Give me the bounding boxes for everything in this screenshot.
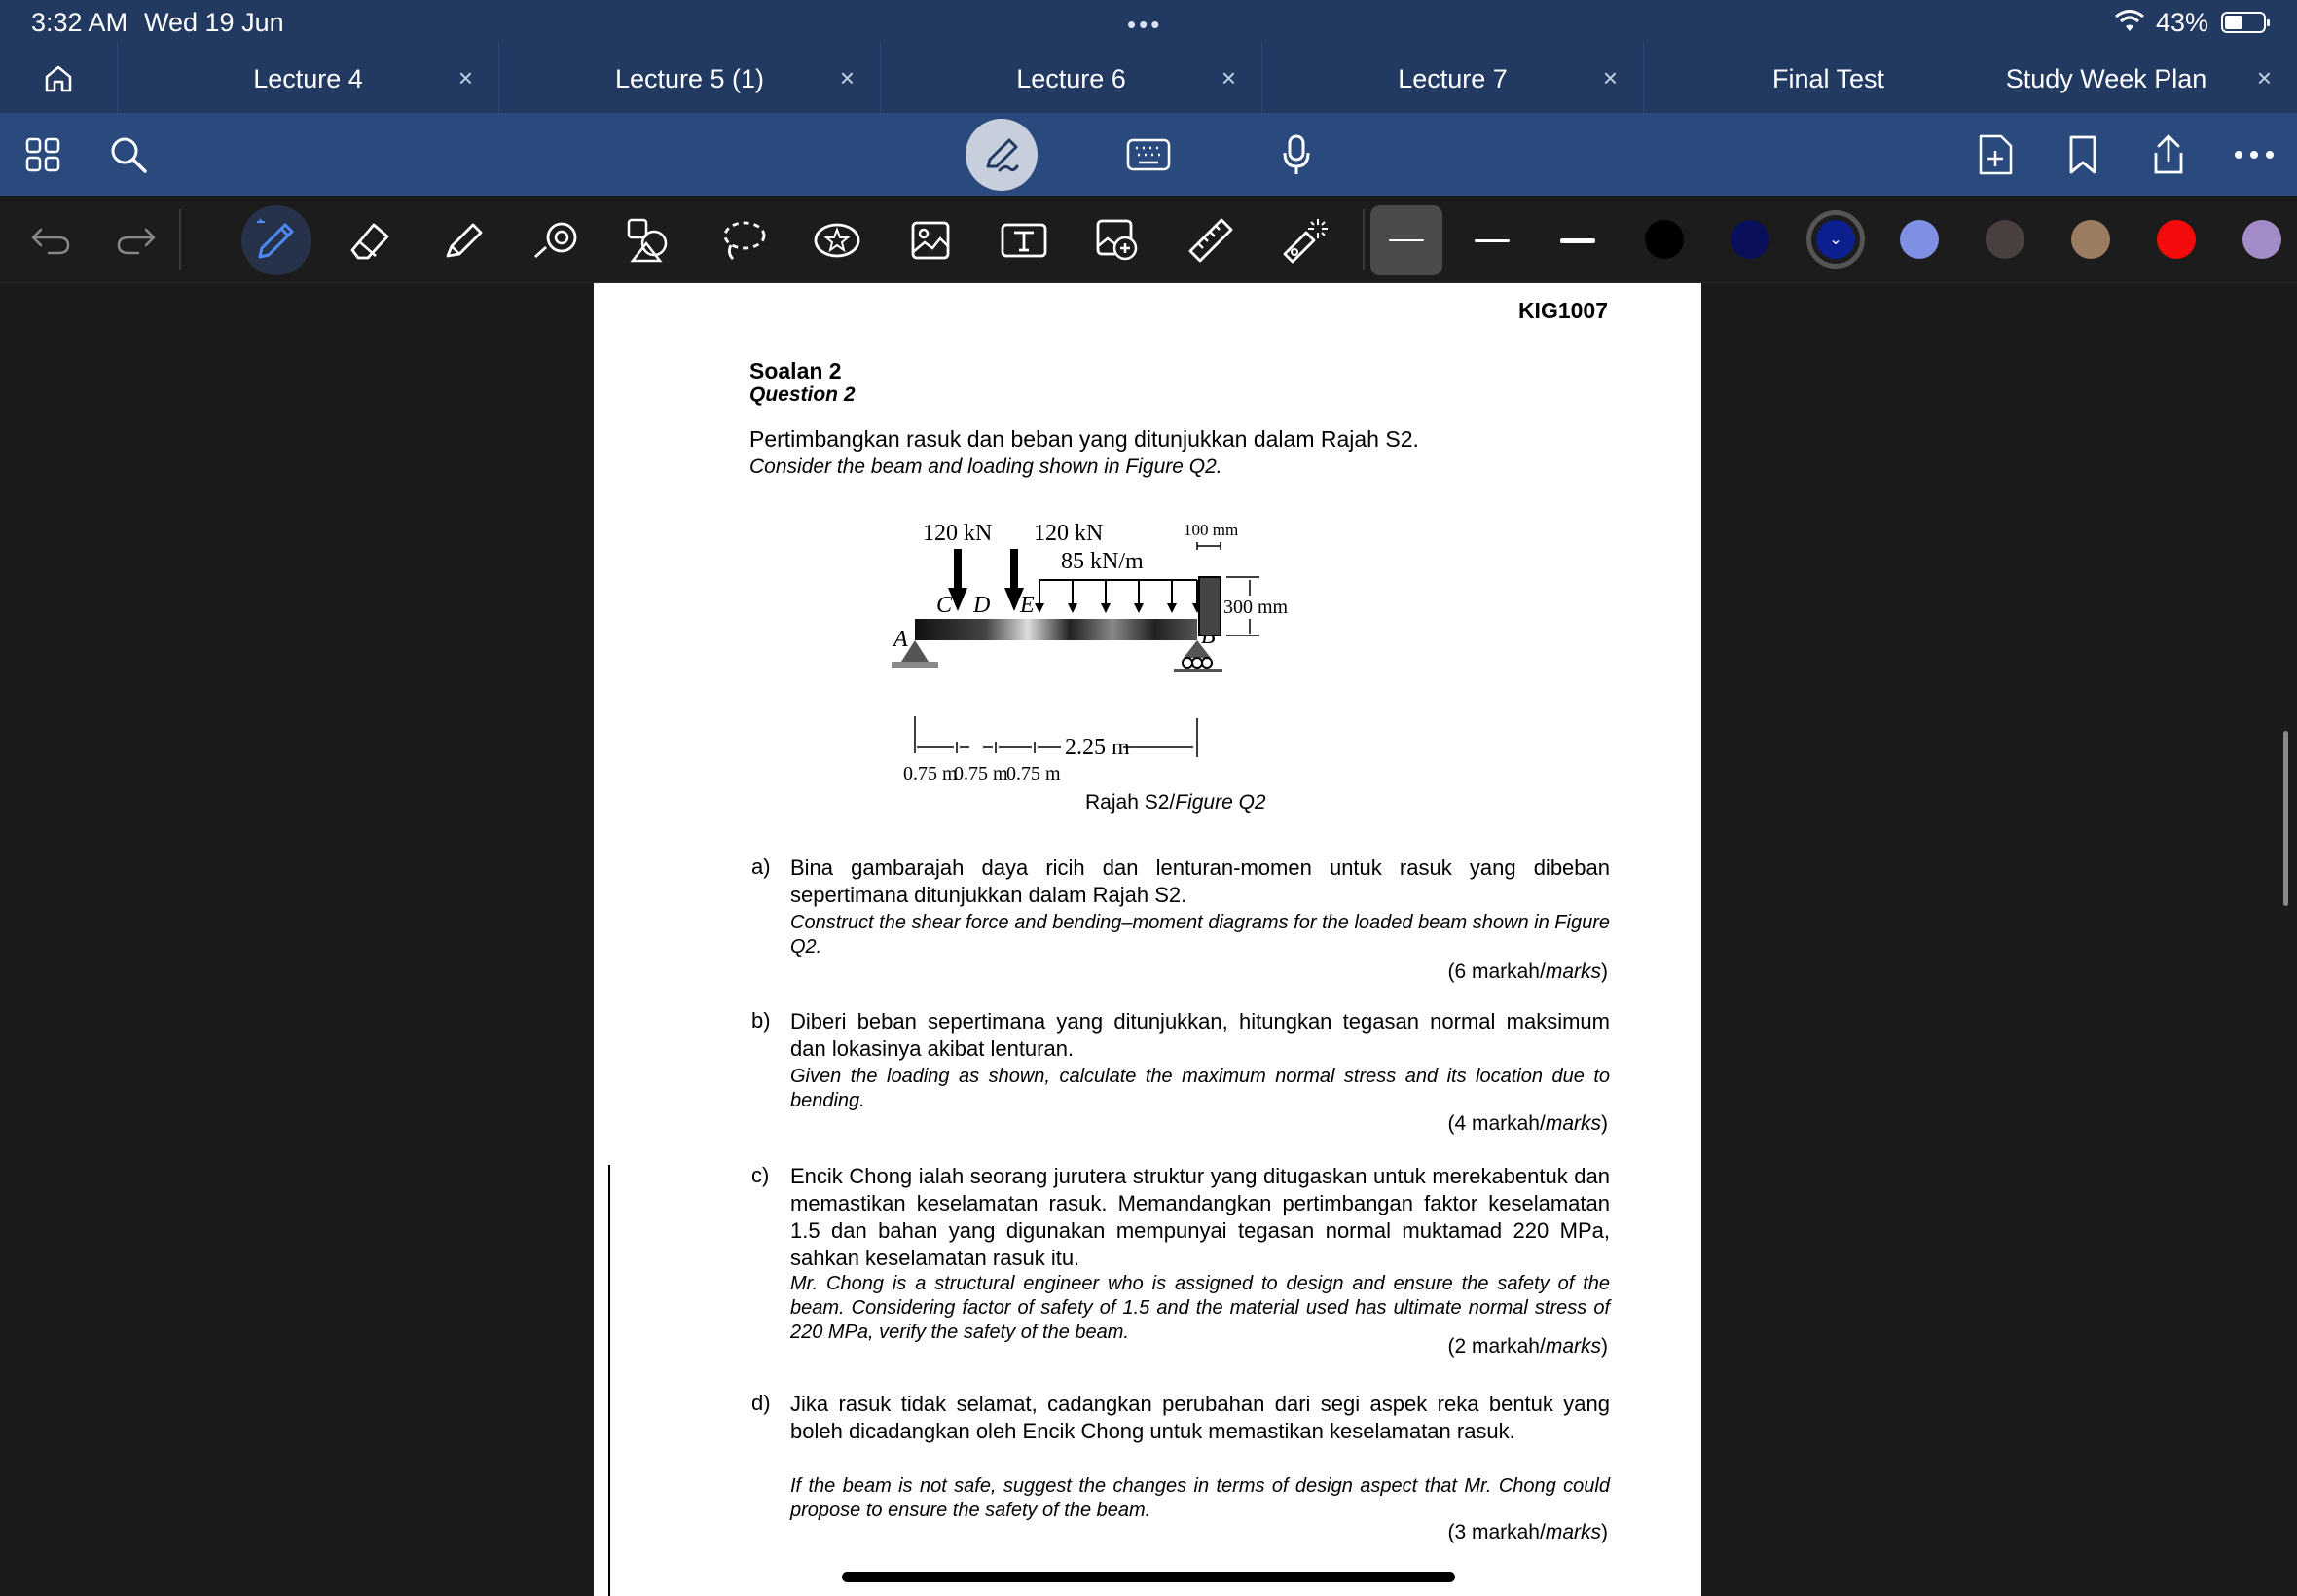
- wifi-icon: [2114, 10, 2145, 40]
- dim-label-4: 2.25 m: [1065, 735, 1130, 760]
- home-indicator[interactable]: [842, 1572, 1455, 1582]
- part-label: b): [751, 1008, 771, 1033]
- battery-icon: [2221, 12, 2266, 33]
- home-button[interactable]: [0, 44, 117, 114]
- part-text-ms: Bina gambarajah daya ricih dan lenturan-momen untuk rasuk yang dibeban sepertimana ditunjukkan dalam Rajah S2.: [790, 855, 1610, 907]
- marks-ms: (6 markah/: [1447, 961, 1546, 983]
- color-swatch-black[interactable]: [1645, 220, 1684, 259]
- marks-end: ): [1601, 1521, 1608, 1543]
- load-label-2: 120 kN: [1034, 521, 1104, 546]
- tab-label: Lecture 5 (1): [614, 63, 765, 93]
- microphone-icon[interactable]: [1271, 129, 1322, 180]
- tab-label: Study Week Plan: [2005, 63, 2207, 93]
- close-icon[interactable]: ×: [457, 63, 473, 92]
- undo-icon[interactable]: [23, 213, 78, 268]
- highlighter-icon[interactable]: [436, 213, 491, 268]
- dim-label-3: 0.75 m: [1006, 763, 1061, 784]
- tab-lecture-5[interactable]: [498, 44, 880, 114]
- part-marks: [1447, 1112, 1608, 1136]
- ruler-icon[interactable]: [1184, 213, 1238, 268]
- part-text-ms: Jika rasuk tidak selamat, cadangkan perubahan dari segi aspek reka bentuk yang boleh dicadangkan oleh Encik Chong untuk memastikan keselamatan rasuk.: [790, 1392, 1610, 1443]
- cross-section: [1199, 577, 1221, 635]
- color-swatch-navy[interactable]: [1731, 220, 1769, 259]
- close-icon[interactable]: ×: [1221, 63, 1236, 92]
- tab-label: Lecture 4: [253, 63, 363, 93]
- part-text-en: Mr. Chong is a structural engineer who is assigned to design and ensure the safety of the beam. Considering factor of safety of 1.5 and the material used has ultimate normal stress of 220 MPa, verify the safety of the beam.: [790, 1273, 1610, 1343]
- part-label: c): [751, 1163, 770, 1187]
- part-text-en: Given the loading as shown, calculate the maximum normal stress and its location due to bending.: [790, 1066, 1610, 1111]
- point-a-label: A: [893, 627, 908, 652]
- part-text-ms: Diberi beban sepertimana yang ditunjukkan, hitungkan tegasan normal maksimum dan lokasinya akibat lenturan.: [790, 1009, 1610, 1061]
- marks-ms: (4 markah/: [1447, 1112, 1546, 1135]
- stroke-medium-button[interactable]: [1456, 205, 1528, 275]
- marks-end: ): [1601, 961, 1608, 983]
- caption-ms: Rajah S2/: [1085, 791, 1176, 814]
- part-label: d): [751, 1391, 771, 1415]
- marks-en: marks: [1545, 1335, 1601, 1358]
- laser-pointer-icon[interactable]: [1277, 213, 1331, 268]
- multitasking-dots[interactable]: •••: [1127, 10, 1163, 39]
- part-text-ms: Encik Chong ialah seorang jurutera struktur yang ditugaskan untuk merekabentuk dan memastikan keselamatan rasuk. Memandangkan pertimbangan faktor keselamatan 1.5 dan bahan yang digunakan mempunyai tegasan normal muktamad 220 MPa, sahkan keselamatan rasuk itu.: [790, 1164, 1610, 1270]
- stroke-thick-button[interactable]: [1542, 205, 1614, 275]
- figure-caption: [1085, 791, 1266, 815]
- tab-study-week-plan[interactable]: [1915, 44, 2297, 114]
- toolbar-divider: [179, 209, 181, 270]
- beam: [915, 619, 1197, 640]
- grid-view-icon[interactable]: [18, 129, 68, 180]
- keyboard-icon[interactable]: [1123, 129, 1174, 180]
- scrollbar[interactable]: [2283, 731, 2288, 906]
- pen-tool-icon[interactable]: [249, 213, 304, 268]
- marks-en: marks: [1545, 961, 1601, 983]
- part-text-en: Construct the shear force and bending–moment diagrams for the loaded beam shown in Figure Q2.: [790, 912, 1610, 958]
- udl-arrows: [1039, 580, 1197, 607]
- marks-ms: (2 markah/: [1447, 1335, 1546, 1358]
- section-height-label: 300 mm: [1223, 597, 1289, 618]
- marks-en: marks: [1545, 1112, 1601, 1135]
- share-icon[interactable]: [2143, 129, 2194, 180]
- caption-en: Figure Q2: [1175, 791, 1266, 814]
- marks-ms: (3 markah/: [1447, 1521, 1546, 1543]
- udl-label: 85 kN/m: [1061, 549, 1144, 574]
- color-swatch-periwinkle[interactable]: [1900, 220, 1939, 259]
- course-code: KIG1007: [1517, 298, 1608, 323]
- close-icon[interactable]: ×: [839, 63, 855, 92]
- tab-lecture-4[interactable]: [117, 44, 498, 114]
- shape-tool-icon[interactable]: [623, 213, 677, 268]
- point-load-arrow-c: [954, 549, 962, 590]
- pdf-page[interactable]: [594, 283, 1701, 1596]
- color-swatch-tan[interactable]: [2071, 220, 2110, 259]
- status-date: Wed 19 Jun: [144, 8, 284, 37]
- marks-end: ): [1601, 1112, 1608, 1135]
- point-d-label: D: [973, 593, 991, 618]
- marks-en: marks: [1545, 1521, 1601, 1543]
- point-load-arrow-d: [1010, 549, 1018, 590]
- load-label-1: 120 kN: [923, 521, 993, 546]
- home-icon: [42, 62, 75, 95]
- part-label: a): [751, 854, 771, 879]
- beam-figure: [886, 502, 1489, 814]
- pencil-mode-button[interactable]: [966, 119, 1038, 191]
- bookmark-icon[interactable]: [2058, 129, 2108, 180]
- chevron-down-icon: ⌄: [1816, 220, 1855, 259]
- intro-en: Consider the beam and loading shown in Figure Q2.: [749, 455, 1222, 478]
- battery-percent: 43%: [2156, 8, 2209, 37]
- section-width-label: 100 mm: [1184, 521, 1239, 539]
- point-c-label: C: [936, 593, 953, 618]
- eraser-icon[interactable]: [343, 213, 397, 268]
- part-text-en: If the beam is not safe, suggest the changes in terms of design aspect that Mr. Chong could propose to ensure the safety of the beam.: [790, 1475, 1610, 1521]
- status-bar: [0, 0, 2297, 44]
- margin-line: [608, 1165, 610, 1596]
- pencil-icon: [980, 133, 1023, 176]
- tab-label: Final Test: [1771, 63, 1885, 93]
- part-marks: [1447, 1521, 1608, 1544]
- question-part-d: [751, 1391, 1610, 1543]
- add-page-icon[interactable]: [1970, 129, 2021, 180]
- more-options-icon[interactable]: [2229, 129, 2279, 180]
- tab-label: Lecture 7: [1398, 63, 1508, 93]
- color-swatch-lavender[interactable]: [2242, 220, 2281, 259]
- point-e-label: E: [1020, 593, 1035, 618]
- tab-lecture-6[interactable]: [880, 44, 1261, 114]
- color-swatch-dark-brown[interactable]: [1986, 220, 2024, 259]
- color-swatch-red[interactable]: [2157, 220, 2196, 259]
- intro-ms: Pertimbangkan rasuk dan beban yang ditunjukkan dalam Rajah S2.: [749, 426, 1419, 452]
- document-tab-bar: [0, 44, 2297, 114]
- close-icon[interactable]: ×: [2256, 63, 2272, 92]
- dim-label-1: 0.75 m: [903, 763, 958, 784]
- image-capture-icon[interactable]: [1090, 213, 1145, 268]
- search-icon[interactable]: [103, 129, 154, 180]
- question-part-b: [751, 1008, 1610, 1135]
- question-heading-en: Question 2: [749, 383, 856, 406]
- tab-lecture-7[interactable]: [1261, 44, 1643, 114]
- image-icon[interactable]: [903, 213, 958, 268]
- tab-label: Lecture 6: [1016, 63, 1126, 93]
- marks-end: ): [1601, 1335, 1608, 1358]
- color-swatch-blue-selected[interactable]: [1806, 210, 1865, 269]
- lasso-icon[interactable]: [716, 213, 771, 268]
- redo-icon[interactable]: [109, 213, 164, 268]
- dim-label-2: 0.75 m: [954, 763, 1008, 784]
- part-marks: [1447, 961, 1608, 984]
- top-toolbar: [0, 114, 2297, 196]
- stroke-thin-button[interactable]: [1370, 205, 1442, 275]
- dimension-lines: [915, 716, 1197, 757]
- status-time: 3:32 AM: [31, 8, 128, 37]
- question-heading-ms: Soalan 2: [749, 358, 842, 383]
- question-part-c: [751, 1163, 1608, 1358]
- section-width-dim: [1197, 542, 1221, 550]
- drawing-toolbar: [0, 196, 2297, 283]
- part-marks: [1447, 1335, 1608, 1359]
- question-part-a: [751, 854, 1610, 983]
- sticker-icon[interactable]: [810, 213, 864, 268]
- shapes-icon[interactable]: [529, 213, 584, 268]
- text-box-icon[interactable]: [997, 213, 1051, 268]
- toolbar-divider: [1363, 209, 1365, 270]
- close-icon[interactable]: ×: [1602, 63, 1618, 92]
- document-canvas[interactable]: [0, 283, 2297, 1596]
